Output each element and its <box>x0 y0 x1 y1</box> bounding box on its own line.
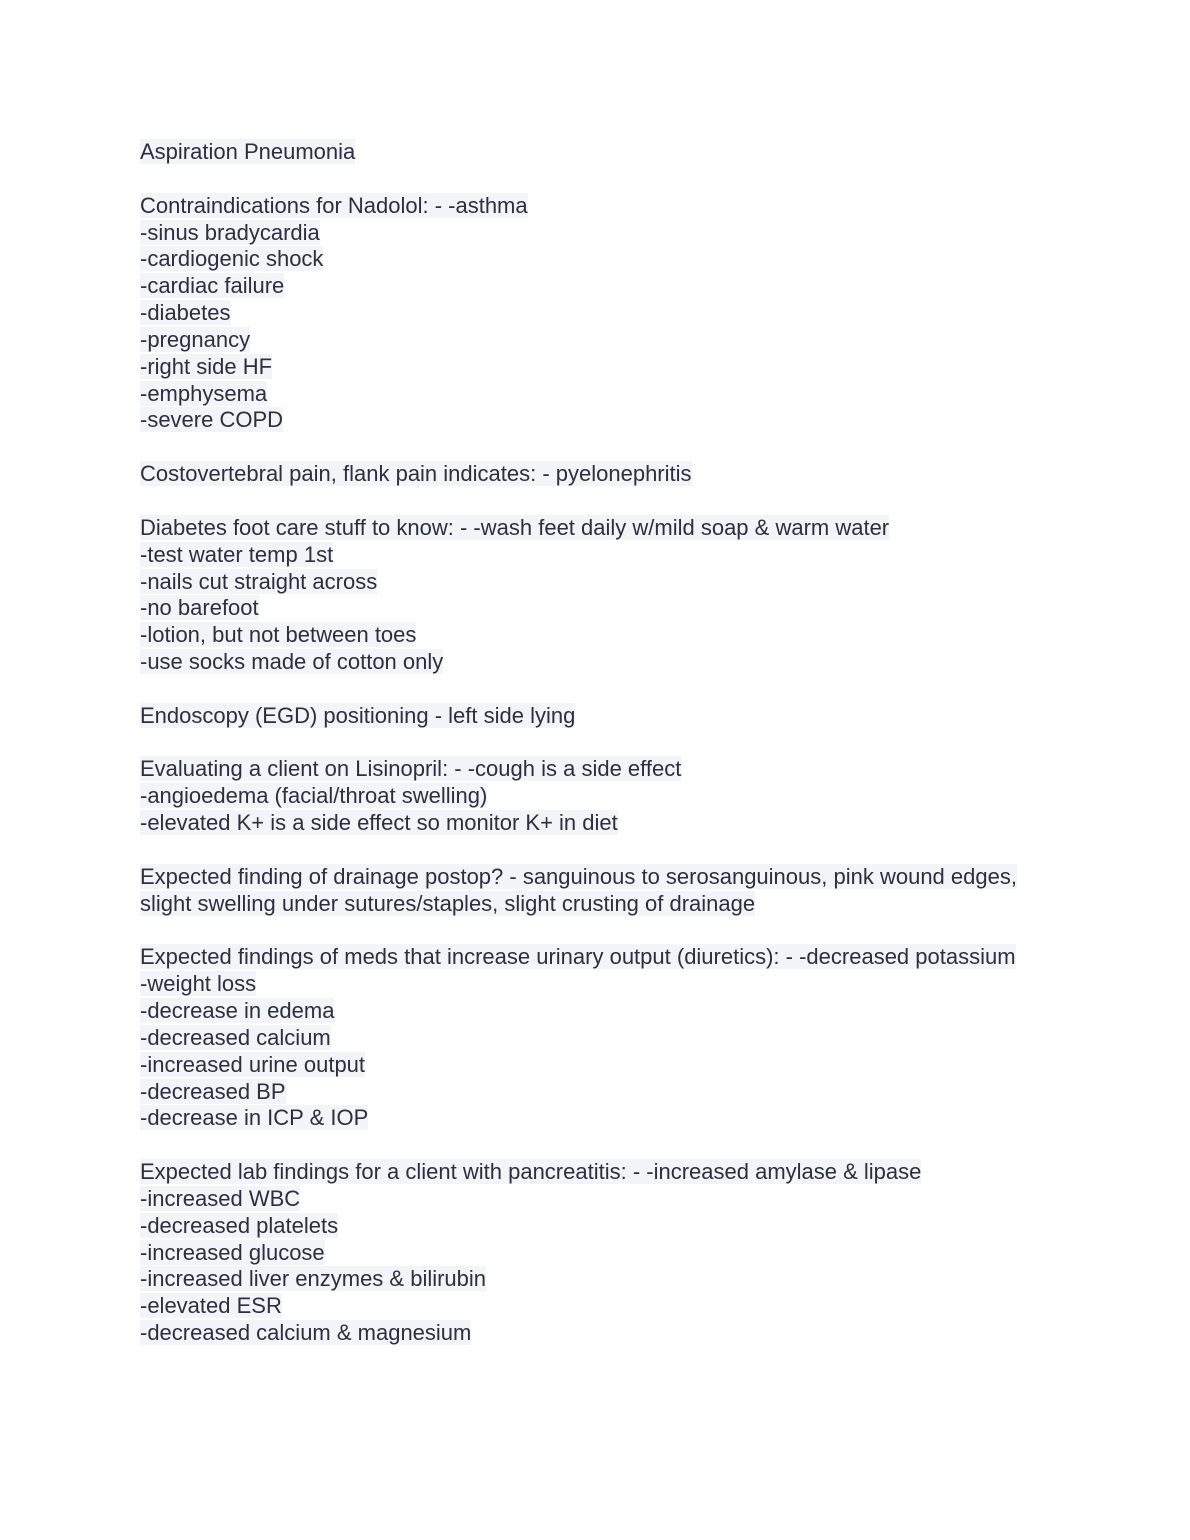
card-line: -decreased calcium & magnesium <box>140 1320 472 1346</box>
card-paragraph: Expected finding of drainage postop? - sanguinous to serosanguinous, pink wound edges, slight swelling under sutures/staples, slight crusting of drainage <box>140 863 1017 916</box>
flashcard-nadolol <box>140 193 1020 435</box>
card-line: -weight loss <box>140 971 257 997</box>
card-line: -use socks made of cotton only <box>140 649 444 675</box>
card-line: -increased glucose <box>140 1239 325 1265</box>
flashcard-drainage-postop <box>140 864 1020 918</box>
card-line: -cardiac failure <box>140 273 285 299</box>
document-title-block <box>140 139 1020 166</box>
card-line: -pregnancy <box>140 326 251 352</box>
card-line: -emphysema <box>140 380 268 406</box>
flashcard-costovertebral <box>140 461 1020 488</box>
flashcard-lisinopril <box>140 756 1020 837</box>
card-line: -decrease in ICP & IOP <box>140 1105 369 1131</box>
card-paragraph: Expected findings of meds that increase urinary output (diuretics): - -decreased potassium <box>140 944 1016 970</box>
card-line: -diabetes <box>140 300 231 326</box>
card-line: Evaluating a client on Lisinopril: - -cough is a side effect <box>140 756 682 782</box>
card-line: -nails cut straight across <box>140 568 378 594</box>
card-line: -increased urine output <box>140 1051 366 1077</box>
card-line: -increased liver enzymes & bilirubin <box>140 1266 487 1292</box>
card-line: -severe COPD <box>140 407 284 433</box>
card-line: Costovertebral pain, flank pain indicates: - pyelonephritis <box>140 461 692 487</box>
card-line: -sinus bradycardia <box>140 219 320 245</box>
flashcard-diuretics <box>140 944 1020 1132</box>
card-line: -decreased platelets <box>140 1212 339 1238</box>
card-line: -test water temp 1st <box>140 541 334 567</box>
card-line: -elevated K+ is a side effect so monitor K+ in diet <box>140 810 618 836</box>
card-line: -decreased calcium <box>140 1024 331 1050</box>
card-line: Contraindications for Nadolol: - -asthma <box>140 192 528 218</box>
card-line: -cardiogenic shock <box>140 246 324 272</box>
document-page <box>140 139 1020 1374</box>
card-line: -right side HF <box>140 353 273 379</box>
card-line: Expected lab findings for a client with pancreatitis: - -increased amylase & lipase <box>140 1159 922 1185</box>
document-title: Aspiration Pneumonia <box>140 139 356 164</box>
card-line: Endoscopy (EGD) positioning - left side lying <box>140 702 576 728</box>
card-line: -angioedema (facial/throat swelling) <box>140 783 488 809</box>
card-line: Diabetes foot care stuff to know: - -wash feet daily w/mild soap & warm water <box>140 514 890 540</box>
card-line: -lotion, but not between toes <box>140 622 417 648</box>
card-line: -no barefoot <box>140 595 259 621</box>
card-line: -decrease in edema <box>140 998 335 1023</box>
card-line: -elevated ESR <box>140 1293 282 1319</box>
card-line: -increased WBC <box>140 1185 301 1211</box>
flashcard-pancreatitis <box>140 1159 1020 1347</box>
flashcard-diabetes-foot-care <box>140 515 1020 676</box>
flashcard-endoscopy <box>140 703 1020 730</box>
card-line: -decreased BP <box>140 1078 286 1104</box>
